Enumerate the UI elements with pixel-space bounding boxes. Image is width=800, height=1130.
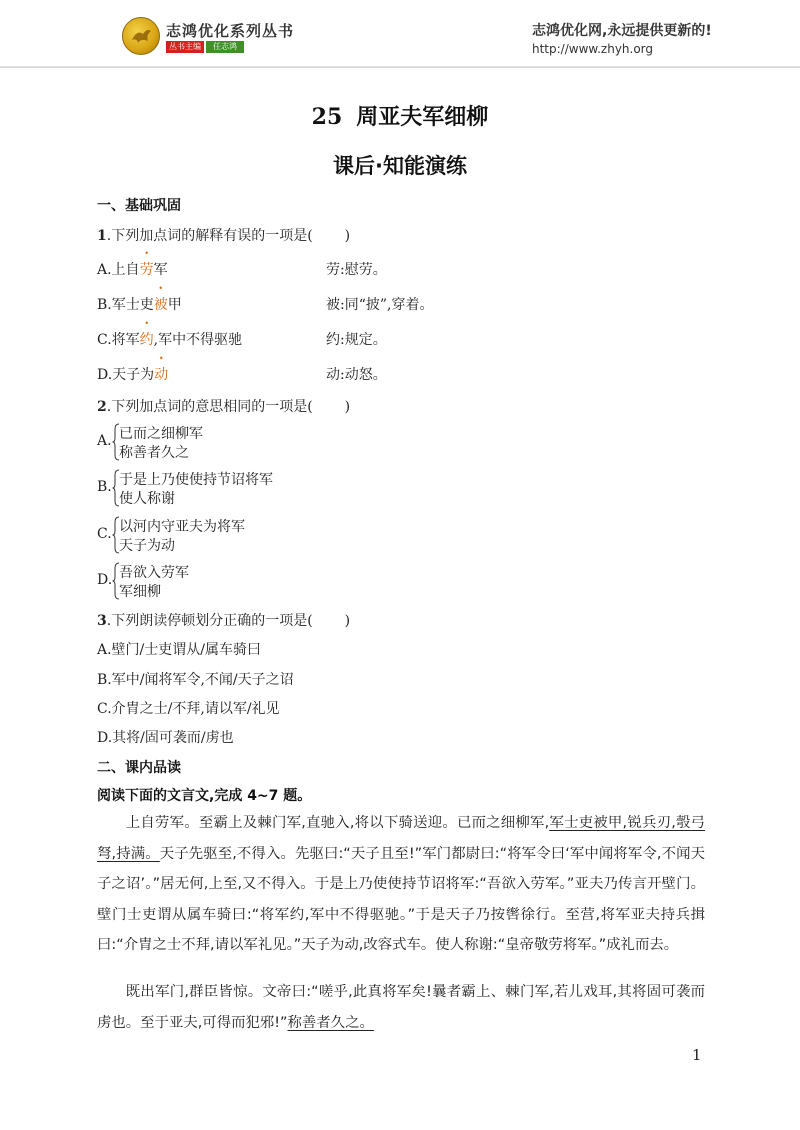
q1-option-a bbox=[97, 259, 168, 279]
underlined-sentence: 称善者久之。 bbox=[287, 1014, 374, 1031]
option-text: A.上自 bbox=[97, 262, 140, 278]
option-line: 天子为动 bbox=[119, 538, 175, 554]
q1-option-d-note: 动:动怒。 bbox=[326, 367, 387, 383]
question-close-paren: ) bbox=[344, 399, 351, 415]
question-close-paren: ) bbox=[344, 228, 351, 244]
question-2-stem bbox=[97, 396, 350, 416]
question-close-paren: ) bbox=[344, 613, 351, 629]
editor-badge-label: 丛书主编 bbox=[166, 41, 204, 53]
dotted-word: 动 bbox=[154, 367, 169, 383]
option-text: 甲 bbox=[167, 297, 182, 313]
option-line: 称善者久之 bbox=[119, 445, 189, 461]
q1-option-b-note: 被:同“披”,穿着。 bbox=[326, 297, 434, 313]
header-slogan: 志鸿优化网,永远提供更新的! bbox=[532, 23, 712, 39]
q1-option-c bbox=[97, 329, 242, 349]
q1-option-a-note: 劳:慰劳。 bbox=[326, 262, 387, 278]
page-header bbox=[0, 0, 800, 68]
question-number: 1 bbox=[97, 228, 107, 244]
option-text: ,军中不得驱驰 bbox=[153, 332, 243, 348]
passage-paragraph-1 bbox=[97, 808, 705, 961]
q1-option-d bbox=[97, 364, 168, 384]
section-subtitle: 课后·知能演练 bbox=[333, 154, 467, 178]
passage-text: 上自劳军。至霸上及棘门军,直驰入,将以下骑送迎。已而之细柳军, bbox=[125, 815, 550, 831]
section-heading-basics: 一、基础巩固 bbox=[97, 198, 181, 214]
question-1-stem bbox=[97, 225, 350, 245]
option-text: C.将军 bbox=[97, 332, 140, 348]
header-url: http://www.zhyh.org bbox=[532, 42, 654, 56]
q1-option-b bbox=[97, 294, 182, 314]
option-label: D. bbox=[97, 572, 113, 588]
option-text: 军 bbox=[153, 262, 168, 278]
passage-paragraph-2 bbox=[97, 977, 705, 1038]
q1-option-c-note: 约:规定。 bbox=[326, 332, 387, 348]
q3-option-a: A.壁门/士吏谓从/属车骑曰 bbox=[97, 642, 261, 658]
option-text: B.军士吏 bbox=[97, 297, 154, 313]
reading-instruction: 阅读下面的文言文,完成 4~7 题。 bbox=[97, 788, 312, 804]
option-line: 军细柳 bbox=[119, 584, 161, 600]
option-line: 于是上乃使使持节诏将军 bbox=[119, 472, 273, 488]
dotted-word: 被 bbox=[153, 297, 168, 313]
underlined-sentence: 军士吏被甲,锐兵刃,彀弓弩,持满。 bbox=[97, 815, 705, 862]
question-3-stem bbox=[97, 610, 350, 630]
question-number: 3 bbox=[97, 613, 107, 629]
lesson-title-text: 周亚夫军细柳 bbox=[356, 105, 489, 130]
option-line: 以河内守亚夫为将军 bbox=[119, 519, 245, 535]
question-text: .下列加点词的意思相同的一项是( bbox=[106, 399, 313, 415]
option-label: C. bbox=[97, 526, 112, 542]
series-title: 志鸿优化系列丛书 bbox=[166, 22, 295, 40]
q3-option-c: C.介胄之士/不拜,请以军/礼见 bbox=[97, 701, 280, 717]
header-divider bbox=[0, 66, 800, 68]
q3-option-d: D.其将/固可袭而/虏也 bbox=[97, 730, 234, 746]
section-heading-reading: 二、课内品读 bbox=[97, 760, 181, 776]
page-number: 1 bbox=[692, 1046, 702, 1064]
publisher-logo-icon bbox=[122, 17, 160, 55]
option-line: 吾欲入劳军 bbox=[119, 565, 189, 581]
option-line: 使人称谢 bbox=[119, 491, 175, 507]
passage-text: 天子先驱至,不得入。先驱曰:“天子且至!”军门都尉曰:“将军令曰‘军中闻将军令,不闻天子之诏’。”居无何,上至,又不得入。于是上乃使使持节诏将军:“吾欲入劳军。”亚夫乃传言开壁门。壁门士吏谓从属车骑曰:“将军约,军中不得驱驰。”于是天子乃按辔徐行。至营,将军亚夫持兵揖曰:“介胄之士不拜,请以军礼见。”天子为动,改容式车。使人称谢:“皇帝敬劳将军。”成礼而去。 bbox=[97, 845, 706, 954]
passage-text: 既出军门,群臣皆惊。文帝曰:“嗟乎,此真将军矣!曩者霸上、棘门军,若儿戏耳,其将固可袭而虏也。至于亚夫,可得而犯邪!” bbox=[97, 984, 705, 1031]
dotted-word: 约 bbox=[139, 332, 154, 348]
option-label: B. bbox=[97, 479, 112, 495]
question-text: .下列加点词的解释有误的一项是( bbox=[106, 228, 313, 244]
lesson-number: 25 bbox=[311, 104, 343, 130]
option-label: A. bbox=[97, 433, 112, 449]
lesson-title bbox=[0, 100, 800, 131]
q3-option-b: B.军中/闻将军令,不闻/天子之诏 bbox=[97, 672, 294, 688]
editor-badge-name: 任志鸿 bbox=[206, 41, 244, 53]
dotted-word: 劳 bbox=[139, 262, 154, 278]
question-number: 2 bbox=[97, 399, 107, 415]
question-text: .下列朗读停顿划分正确的一项是( bbox=[106, 613, 313, 629]
option-text: D.天子为 bbox=[97, 367, 155, 383]
option-line: 已而之细柳军 bbox=[119, 426, 203, 442]
